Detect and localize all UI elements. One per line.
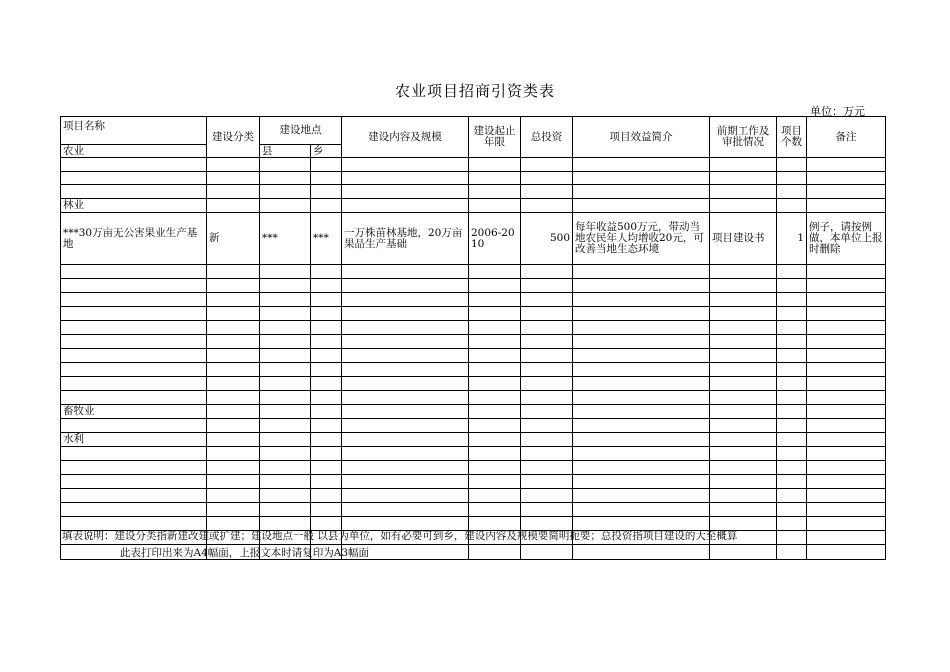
header-benefit: 项目效益简介: [573, 117, 710, 158]
section-agriculture: 农业: [61, 145, 207, 158]
table-row: [61, 391, 886, 405]
notes-line-1: 填表说明：建设分类指新建改建或扩建；建设地点一般 以县为单位，如有必要可到乡，建设内容及规模要简明扼要；总投资指项目建设的大至概算: [62, 530, 738, 542]
header-row-1: [61, 117, 886, 145]
table-row: [61, 475, 886, 489]
section-livestock: 畜牧业: [61, 405, 207, 419]
table-row: [61, 503, 886, 517]
table-row: [61, 377, 886, 391]
example-name: ***30万亩无公害果业生产基地: [61, 213, 207, 265]
header-investment: 总投资: [521, 117, 573, 158]
notes-line-2: 此表打印出来为A4幅面，上报文本时请复印为A3幅面: [120, 547, 370, 559]
header-content: 建设内容及规模: [342, 117, 469, 158]
header-county: 县: [260, 145, 311, 158]
example-count: 1: [777, 213, 807, 265]
table-row: [61, 279, 886, 293]
table-row: [61, 461, 886, 475]
table-row: [61, 307, 886, 321]
table-row: [61, 433, 886, 447]
example-remark: 例子，请按例做，本单位上报时删除: [807, 213, 886, 265]
header-approval: 前期工作及审批情况: [710, 117, 777, 158]
section-forestry: 林业: [61, 199, 207, 213]
unit-label: 单位：万元: [810, 105, 865, 118]
table-row: [61, 158, 886, 172]
table-row: [61, 172, 886, 185]
table-row: [61, 363, 886, 377]
example-row: [61, 213, 886, 265]
table-row: [61, 405, 886, 419]
header-location: 建设地点: [260, 117, 342, 145]
example-township: ***: [311, 213, 342, 265]
table-row: [61, 185, 886, 199]
example-category: 新: [207, 213, 260, 265]
table-row: [61, 293, 886, 307]
header-township: 乡: [311, 145, 342, 158]
example-approval: 项目建设书: [710, 213, 777, 265]
table-row: [61, 199, 886, 213]
example-investment: 500: [521, 213, 573, 265]
table-row: [61, 489, 886, 503]
investment-table: [60, 116, 886, 560]
example-period: 2006-2010: [469, 213, 521, 265]
header-remark: 备注: [807, 117, 886, 158]
header-category: 建设分类: [207, 117, 260, 158]
header-period: 建设起止年限: [469, 117, 521, 158]
example-benefit: 每年收益500万元，带动当地农民年人均增收20元，可改善当地生态环境: [573, 213, 710, 265]
header-name: 项目名称: [61, 117, 207, 145]
table-row: [61, 335, 886, 349]
table-row: [61, 419, 886, 433]
table-row: [61, 265, 886, 279]
page-title: 农业项目招商引资类表: [394, 82, 555, 100]
example-county: ***: [260, 213, 311, 265]
example-content: 一万株苗林基地，20万亩果品生产基础: [342, 213, 469, 265]
table-row: [61, 349, 886, 363]
table-row: [61, 447, 886, 461]
section-water: 水利: [61, 433, 207, 447]
header-count: 项目个数: [777, 117, 807, 158]
table-row: [61, 321, 886, 335]
fill-instructions: [62, 528, 737, 562]
